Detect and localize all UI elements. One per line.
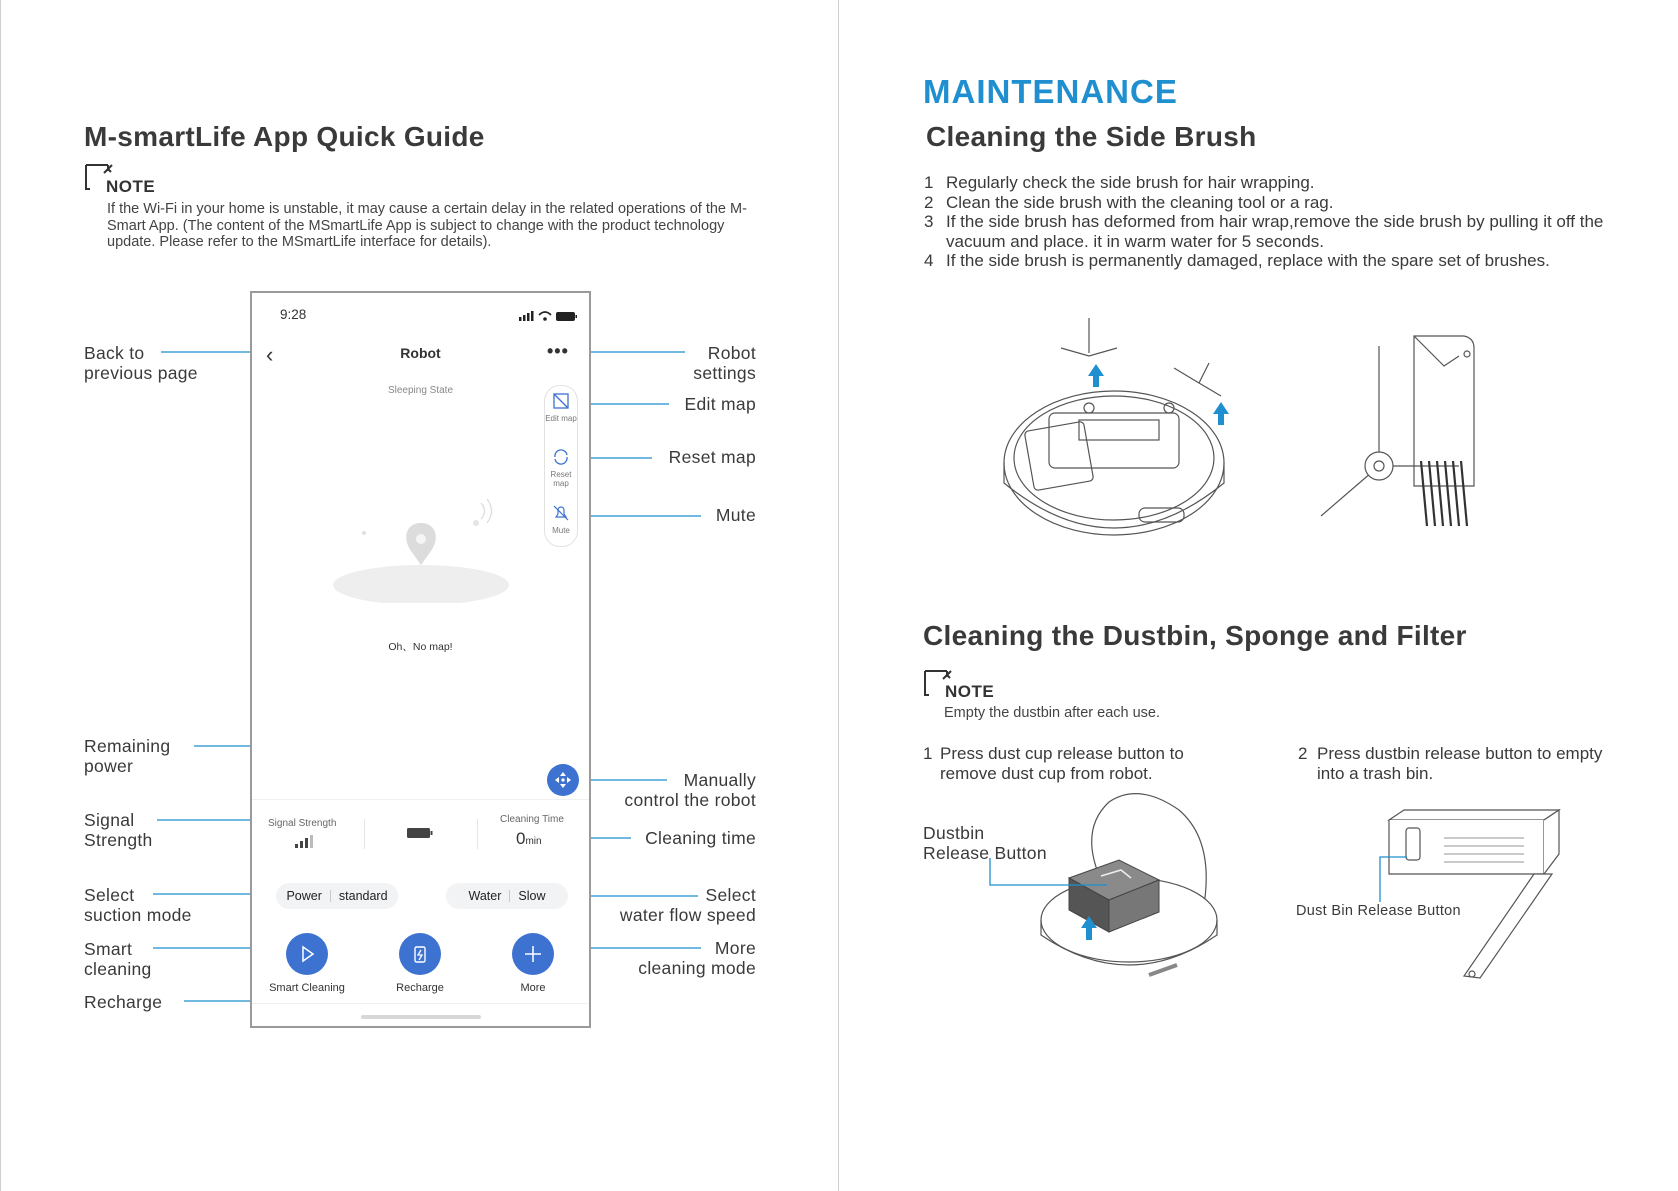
cleaning-time-number: 0: [516, 829, 526, 848]
side-brush-title: Cleaning the Side Brush: [926, 121, 1257, 152]
callout-back-line1: Back to: [84, 343, 145, 363]
direction-pad-icon: [547, 764, 579, 796]
status-icons: [517, 309, 579, 323]
callout-water-line1: Select: [705, 885, 756, 905]
reset-map-tool[interactable]: [545, 448, 577, 498]
step-number: 1: [923, 744, 933, 763]
callout-edit-map: Edit map: [684, 394, 756, 414]
dustbin-title: Cleaning the Dustbin, Sponge and Filter: [923, 620, 1467, 651]
dustbin-note-text: Empty the dustbin after each use.: [944, 705, 1161, 721]
water-pill-label: Water: [468, 889, 502, 903]
callout-signal-line2: Strength: [84, 829, 153, 850]
side-brush-steps: [924, 173, 1614, 271]
divider: [364, 819, 365, 849]
edit-map-icon: [552, 392, 570, 410]
callout-reset-map: Reset map: [668, 447, 756, 467]
dust-bin-release-callout: Dust Bin Release Button: [1296, 903, 1461, 919]
callout-manual-line1: Manually: [683, 770, 756, 790]
callout-mute: Mute: [715, 505, 756, 525]
play-icon: [297, 944, 317, 964]
callout-signal: [84, 811, 153, 850]
callout-more-line2: cleaning mode: [638, 957, 756, 978]
smart-cleaning-button[interactable]: [286, 933, 328, 975]
step-number: 4: [924, 251, 934, 270]
callout-signal-line1: Signal: [84, 810, 135, 830]
callout-suction: [84, 886, 192, 925]
side-brush-step: [924, 173, 1614, 193]
robot-state: Sleeping State: [387, 385, 454, 396]
callout-more-line1: More: [714, 938, 756, 958]
robot-side-brush-illustration: [999, 308, 1229, 558]
maintenance-header: MAINTENANCE: [923, 73, 1178, 110]
more-button[interactable]: [512, 933, 554, 975]
side-brush-step: [924, 212, 1614, 251]
note-label: NOTE: [106, 177, 156, 196]
callout-manual-line2: control the robot: [624, 789, 756, 810]
reset-map-icon: [552, 448, 570, 466]
reset-map-tool-label: Reset map: [550, 470, 572, 488]
step-number: 2: [924, 192, 934, 212]
step-text: Clean the side brush with the cleaning tool or a rag.: [946, 192, 1334, 212]
signal-strength-label: Signal Strength: [268, 818, 337, 829]
power-pill-label: Power: [286, 889, 322, 903]
cleaning-time-value: [516, 829, 542, 849]
bell-mute-icon: [552, 504, 570, 522]
callout-suction-line2: suction mode: [84, 904, 192, 925]
home-indicator: [361, 1015, 481, 1019]
step-text: If the side brush has deformed from hair wrap,remove the side brush by pulling it off the vacuum and place. it in warm water for 5 seconds.: [946, 212, 1604, 251]
more-dots-icon[interactable]: •••: [547, 341, 569, 361]
recharge-label: Recharge: [396, 982, 444, 994]
edit-map-tool[interactable]: [545, 392, 577, 442]
note-label: NOTE: [945, 682, 995, 701]
map-tool-strip: [544, 385, 578, 547]
callout-robot-settings: [621, 344, 756, 383]
callout-settings-line2: settings: [693, 362, 756, 383]
manual-control-button[interactable]: [547, 764, 579, 796]
step-text: Press dustbin release button to empty into a trash bin.: [1317, 744, 1603, 783]
callout-smart-line2: cleaning: [84, 958, 152, 979]
callout-back: [84, 344, 198, 383]
note-text: If the Wi-Fi in your home is unstable, it may cause a certain delay in the related operations of the M-Smart App. (The content of the MSmartLife App is subject to change with the product technology update. Please refer to the MSmartLife interface for details).: [107, 201, 747, 250]
signal-bars-icon: [294, 833, 318, 849]
step-number: 1: [924, 173, 934, 192]
mute-tool[interactable]: [545, 504, 577, 544]
divider: [477, 819, 478, 849]
divider: [252, 799, 589, 800]
battery-icon: [406, 826, 434, 840]
cleaning-time-label: Cleaning Time: [500, 814, 564, 825]
recharge-icon: [410, 944, 430, 964]
water-pill-value: Slow: [518, 889, 546, 903]
callout-smart-line1: Smart: [84, 939, 133, 959]
quick-guide-title: M-smartLife App Quick Guide: [84, 121, 485, 152]
callout-cleaning-time: Cleaning time: [645, 828, 756, 848]
callout-remaining-line1: Remaining: [84, 736, 171, 756]
recharge-button[interactable]: [399, 933, 441, 975]
back-chevron-icon[interactable]: ‹: [266, 342, 274, 367]
side-brush-step: [924, 251, 1614, 271]
phone-frame: [250, 291, 591, 1028]
callout-remaining-power: [84, 737, 170, 776]
side-brush-step: [924, 193, 1614, 213]
step-number: 2: [1298, 744, 1308, 763]
callout-suction-line1: Select: [84, 885, 135, 905]
step-text: If the side brush is permanently damaged, replace with the spare set of brushes.: [946, 251, 1550, 270]
callout-recharge: Recharge: [84, 992, 163, 1012]
robot-header-title: Robot: [400, 345, 441, 361]
no-map-illustration: [326, 493, 516, 603]
no-map-text: Oh、No map!: [388, 641, 453, 653]
edit-map-tool-label: Edit map: [545, 414, 577, 423]
step-text: Press dust cup release button to remove dust cup from robot.: [940, 744, 1184, 783]
callout-smart: [84, 940, 152, 979]
step-text: Regularly check the side brush for hair wrapping.: [946, 173, 1315, 192]
power-pill[interactable]: [276, 883, 398, 909]
more-label: More: [520, 982, 546, 994]
power-pill-value: standard: [338, 889, 388, 903]
callout-settings-line1: Robot: [707, 343, 756, 363]
smart-cleaning-label: Smart Cleaning: [269, 982, 345, 994]
cleaning-time-unit: min: [525, 836, 542, 847]
plus-icon: [523, 944, 543, 964]
callout-more: [581, 939, 756, 978]
step-number: 3: [924, 212, 934, 231]
dustbin-step-1: [923, 744, 1243, 783]
status-time: 9:28: [280, 307, 307, 322]
dustbin-leader-line: [989, 858, 1189, 898]
right-page: [839, 0, 1678, 1191]
divider: [252, 1003, 589, 1004]
callout-back-line2: previous page: [84, 362, 198, 383]
callout-remaining-line2: power: [84, 755, 134, 776]
dustbin-step-2: [1298, 744, 1618, 783]
cleaning-tool-illustration: [1309, 326, 1519, 536]
mute-tool-label: Mute: [552, 526, 570, 535]
dustbin-release-line2: Release Button: [923, 842, 1047, 863]
callout-water-line2: water flow speed: [619, 904, 756, 925]
water-pill[interactable]: [446, 883, 568, 909]
dustbin-release-line1: Dustbin: [923, 823, 985, 843]
